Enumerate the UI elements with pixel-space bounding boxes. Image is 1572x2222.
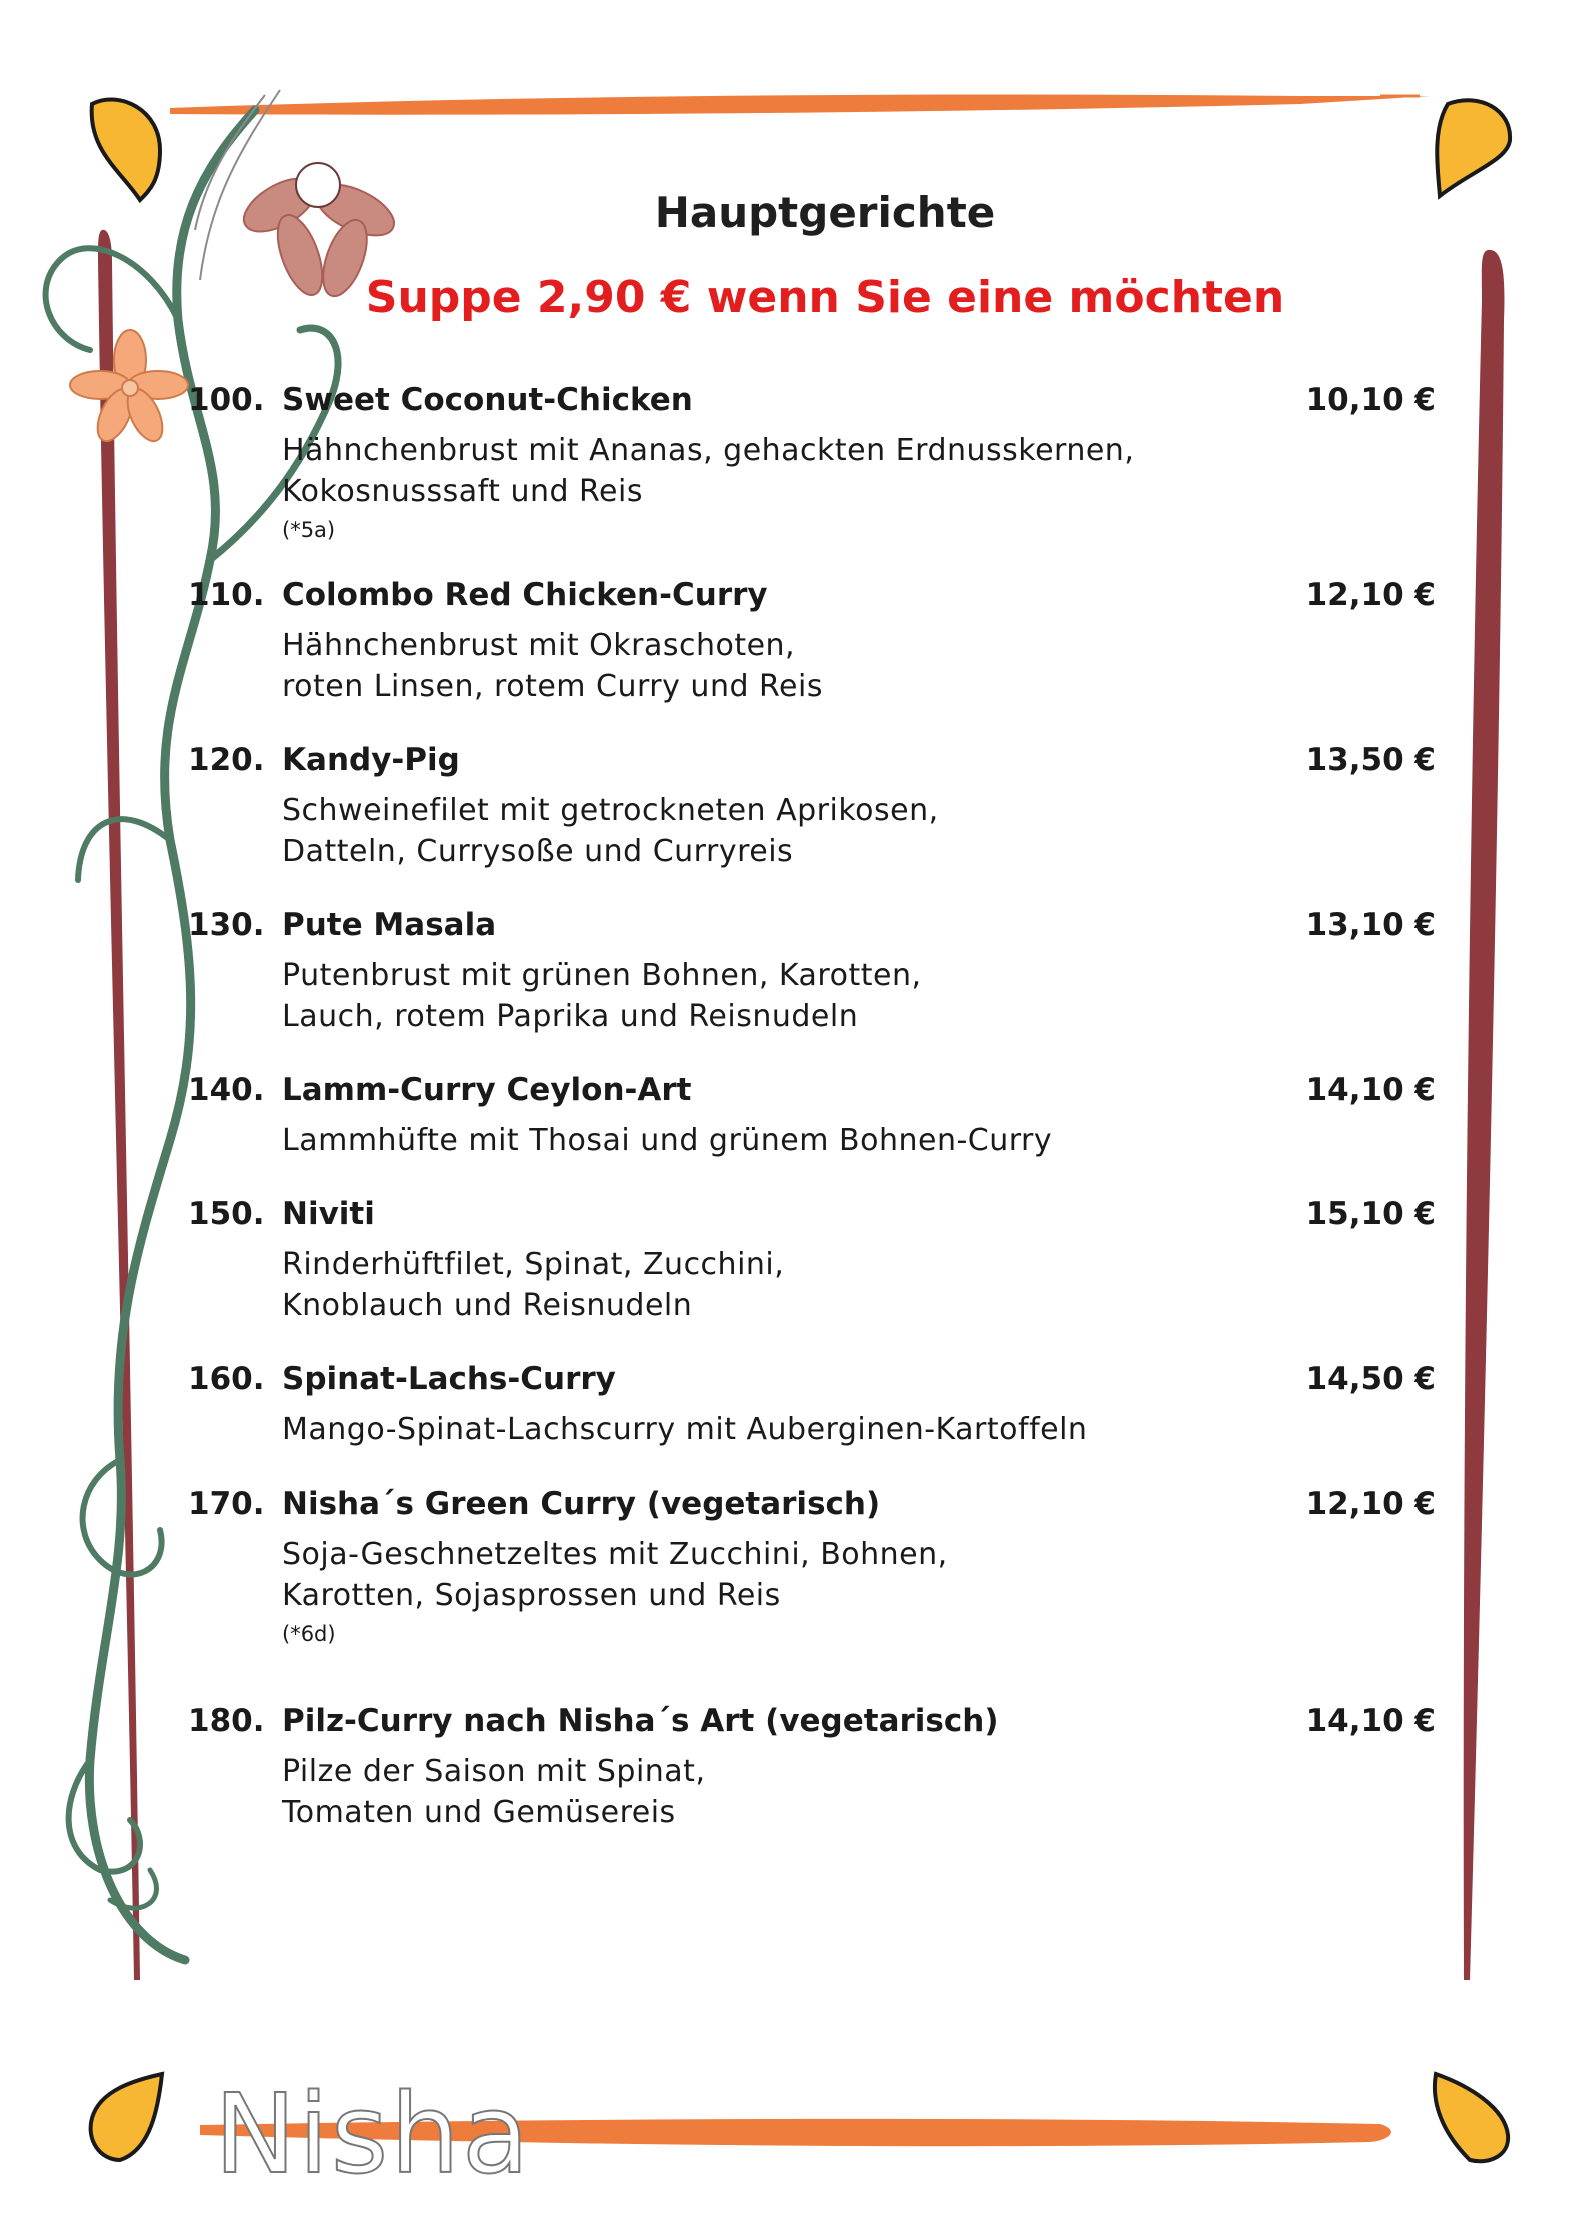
item-name: Kandy-Pig <box>282 742 460 778</box>
menu-item <box>188 1703 1448 1833</box>
item-description-line: Kokosnusssaft und Reis <box>282 474 643 509</box>
menu-item <box>188 907 1448 1037</box>
item-description-line: Hähnchenbrust mit Ananas, gehackten Erdnusskernen, <box>282 433 1135 468</box>
item-description-line: Soja-Geschnetzeltes mit Zucchini, Bohnen, <box>282 1537 948 1572</box>
item-name: Spinat-Lachs-Curry <box>282 1361 616 1397</box>
item-name: Niviti <box>282 1196 375 1232</box>
item-description-line: Mango-Spinat-Lachscurry mit Auberginen-Kartoffeln <box>282 1412 1088 1447</box>
item-description-line: Lauch, rotem Paprika und Reisnudeln <box>282 999 859 1034</box>
soup-offer: Suppe 2,90 € wenn Sie eine möchten <box>365 272 1285 323</box>
item-name: Pilz-Curry nach Nisha´s Art (vegetarisch) <box>282 1703 999 1739</box>
item-description-line: Tomaten und Gemüsereis <box>282 1795 676 1830</box>
item-price: 14,50 € <box>1305 1361 1436 1397</box>
top-brush-stroke <box>170 95 1430 115</box>
item-number: 150. <box>188 1196 265 1232</box>
item-allergen-note: (*6d) <box>282 1622 336 1646</box>
item-name: Sweet Coconut-Chicken <box>282 382 693 418</box>
menu-item <box>188 1196 1448 1326</box>
menu-item <box>188 1361 1448 1450</box>
item-number: 120. <box>188 742 265 778</box>
item-price: 14,10 € <box>1305 1072 1436 1108</box>
item-description-line: Rinderhüftfilet, Spinat, Zucchini, <box>282 1247 785 1282</box>
item-description-line: roten Linsen, rotem Curry und Reis <box>282 669 823 704</box>
item-number: 170. <box>188 1486 265 1522</box>
item-allergen-note: (*5a) <box>282 518 336 542</box>
menu-item <box>188 742 1448 872</box>
right-brush-stroke <box>1464 250 1505 1980</box>
item-name: Colombo Red Chicken-Curry <box>282 577 768 613</box>
item-number: 160. <box>188 1361 265 1397</box>
item-price: 12,10 € <box>1305 577 1436 613</box>
item-number: 180. <box>188 1703 265 1739</box>
item-price: 14,10 € <box>1305 1703 1436 1739</box>
menu-item <box>188 1486 1448 1646</box>
item-description-line: Karotten, Sojasprossen und Reis <box>282 1578 781 1613</box>
item-description-line: Putenbrust mit grünen Bohnen, Karotten, <box>282 958 922 993</box>
item-description-line: Pilze der Saison mit Spinat, <box>282 1754 706 1789</box>
item-name: Nisha´s Green Curry (vegetarisch) <box>282 1486 881 1522</box>
item-number: 110. <box>188 577 265 613</box>
page-title: Hauptgerichte <box>654 188 996 237</box>
item-description-line: Knoblauch und Reisnudeln <box>282 1288 693 1323</box>
item-price: 10,10 € <box>1305 382 1436 418</box>
nisha-logo: Nisha <box>214 2070 532 2198</box>
item-description-line: Datteln, Currysoße und Curryreis <box>282 834 794 869</box>
left-brush-stroke <box>98 230 140 1980</box>
item-price: 13,10 € <box>1305 907 1436 943</box>
item-price: 12,10 € <box>1305 1486 1436 1522</box>
item-price: 13,50 € <box>1305 742 1436 778</box>
item-number: 100. <box>188 382 265 418</box>
item-description-line: Schweinefilet mit getrockneten Aprikosen, <box>282 793 939 828</box>
item-name: Lamm-Curry Ceylon-Art <box>282 1072 692 1108</box>
menu-item <box>188 577 1448 707</box>
item-price: 15,10 € <box>1305 1196 1436 1232</box>
item-description-line: Hähnchenbrust mit Okraschoten, <box>282 628 796 663</box>
item-number: 140. <box>188 1072 265 1108</box>
item-description-line: Lammhüfte mit Thosai und grünem Bohnen-Curry <box>282 1123 1053 1158</box>
menu-item <box>188 1072 1448 1161</box>
item-number: 130. <box>188 907 265 943</box>
menu-item <box>188 382 1448 542</box>
item-name: Pute Masala <box>282 907 497 943</box>
